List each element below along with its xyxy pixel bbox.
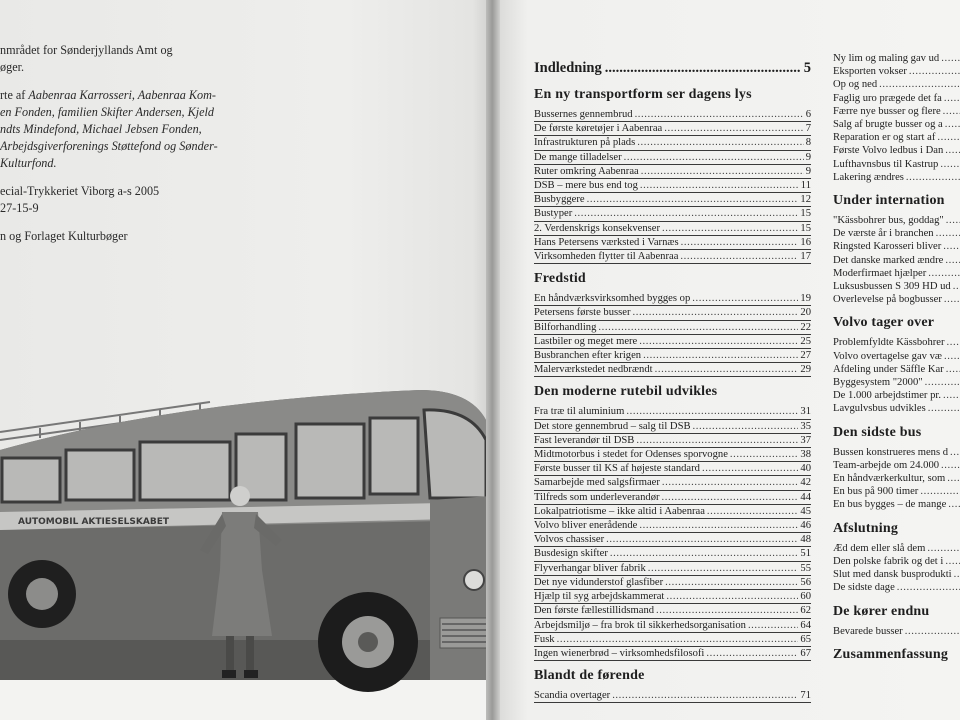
toc-entry (534, 633, 811, 647)
toc-entry-title: Volvo overtagelse gav væ (833, 350, 942, 362)
toc-entry (833, 472, 960, 485)
toc-entry-title: Bussernes gennembrud (534, 109, 633, 120)
toc-entry-page: 19 (800, 293, 811, 305)
toc-leader-dots (944, 293, 960, 306)
toc-entry (833, 293, 960, 306)
toc-entry-title: Færre nye busser og flere (833, 105, 941, 117)
toc-section-title: Zusammenfassung (833, 646, 949, 662)
toc-entry (833, 350, 960, 363)
toc-entry (534, 321, 811, 335)
toc-leader-dots (946, 214, 960, 227)
toc-entry (534, 335, 811, 349)
toc-entry-title: Malerværkstedet nedbrændt (534, 364, 653, 376)
toc-entry (833, 363, 960, 376)
toc-leader-dots (643, 349, 798, 362)
toc-entry (833, 214, 960, 227)
toc-leader-dots (936, 227, 960, 240)
toc-entry-title: De mange tilladelser (534, 151, 622, 163)
toc-entry-title: Afdeling under Säffle Kar (833, 363, 944, 375)
toc-leader-dots (879, 78, 960, 91)
toc-entry-title: Ingen wienerbrød – virksomhedsfilosofi (534, 647, 705, 659)
toc-entry-title: Lufthavnsbus til Kastrup (833, 158, 939, 170)
toc-entry (534, 689, 811, 703)
toc-entry (534, 505, 811, 519)
toc-column-2 (833, 52, 960, 670)
toc-entry-title: Første busser til KS af højeste standard (534, 463, 700, 475)
toc-leader-dots (920, 485, 960, 498)
toc-entry (833, 254, 960, 267)
toc-entry-page: 7 (805, 123, 811, 135)
toc-entry-title: Bevarede busser (833, 625, 903, 637)
toc-entry (534, 405, 811, 419)
right-page (500, 0, 960, 720)
toc-entry-title: Bilforhandling (534, 321, 597, 333)
toc-section-title: En ny transportform ser dagens lys (534, 87, 752, 102)
toc-leader-dots (639, 519, 798, 532)
toc-entry-title: Lokalpatriotisme – ikke altid i Aabenraa (534, 505, 705, 517)
toc-entry (534, 349, 811, 363)
toc-entry-title: En håndværkerkultur, som (833, 473, 946, 485)
toc-leader-dots (656, 604, 798, 617)
toc-entry (534, 151, 811, 165)
toc-entry-title: Op og ned (833, 79, 878, 91)
toc-entry-page: 31 (800, 406, 811, 418)
toc-entry-title: DSB – mere bus end tog (534, 180, 638, 192)
toc-entry (534, 576, 811, 590)
toc-entry (534, 604, 811, 618)
toc-entry-title: De sidste dage (833, 582, 895, 594)
colophon-para-1 (0, 42, 470, 76)
colophon-line: ecial-Trykkeriet Viborg a-s 2005 (0, 184, 160, 198)
toc-entry-page: 67 (800, 647, 811, 659)
toc-leader-dots (941, 52, 960, 65)
toc-entry-page: 15 (800, 222, 811, 234)
toc-entry-page: 16 (800, 236, 811, 248)
toc-entry-page: 12 (800, 194, 811, 206)
toc-entry (534, 363, 811, 377)
toc-entry-title: En bus bygges – de mange (833, 499, 947, 511)
toc-leader-dots (662, 222, 798, 235)
toc-entry (833, 280, 960, 293)
toc-section (833, 424, 960, 512)
toc-entry-page: 42 (800, 477, 811, 489)
toc-entry-title: En bus på 900 timer (833, 486, 919, 498)
toc-entry (833, 105, 960, 118)
toc-section (833, 192, 960, 306)
toc-entry-page: 22 (800, 321, 811, 333)
toc-leader-dots (944, 350, 960, 363)
toc-entry-title: Problemfyldte Kässbohrer (833, 337, 945, 349)
toc-section-title: Den moderne rutebil udvikles (534, 384, 718, 400)
colophon-sponsors: Aabenraa Karrosseri, Aabenraa Kom- (28, 88, 216, 102)
toc-leader-dots (909, 65, 960, 78)
toc-leader-dots (662, 476, 799, 489)
toc-entry-page: 20 (800, 307, 811, 319)
toc-entry-page: 60 (800, 591, 811, 603)
toc-leader-dots (947, 472, 960, 485)
toc-leader-dots (610, 547, 799, 560)
toc-entry-title: Midtmotorbus i stedet for Odenses sporvogne (534, 449, 728, 461)
toc-entry-title: Reparation er og start af (833, 132, 936, 144)
toc-entry-title: "Kässbohrer bus, goddag" (833, 215, 944, 227)
toc-section-title: Afslutning (833, 520, 899, 536)
toc-entry-page: 15 (800, 208, 811, 220)
toc-leader-dots (693, 420, 799, 433)
toc-entry (833, 376, 960, 389)
toc-entry (833, 131, 960, 144)
toc-leader-dots (640, 179, 799, 192)
toc-entry (833, 336, 960, 349)
toc-leader-dots (946, 363, 960, 376)
toc-leader-dots (944, 92, 960, 105)
toc-entry-title: Arbejdsmiljø – fra brok til sikkerhedsorganisation (534, 619, 746, 631)
toc-entry (534, 619, 811, 633)
toc-entry-title: Fra træ til aluminium (534, 406, 625, 418)
colophon-line (0, 87, 470, 104)
colophon-line: Arbejdsgiverforenings Støttefond og Sønder- (0, 139, 218, 153)
toc-leader-dots (707, 505, 798, 518)
toc-entry-page: 64 (800, 619, 811, 631)
toc-entry (833, 498, 960, 511)
toc-section (833, 646, 960, 664)
toc-entry (534, 306, 811, 320)
colophon (0, 42, 470, 256)
toc-leader-dots (950, 446, 960, 459)
toc-entry-title: Virksomheden flytter til Aabenraa (534, 251, 679, 263)
toc-entry-page: 9 (805, 151, 811, 163)
toc-leader-dots (637, 136, 804, 149)
toc-section-title: Fredstid (534, 271, 586, 287)
toc-entry (534, 519, 811, 533)
toc-entry (534, 491, 811, 505)
colophon-line: ndts Mindefond, Michael Jebsen Fonden, (0, 122, 202, 136)
colophon-para-4 (0, 228, 470, 245)
bus-wheel-rear (8, 560, 76, 628)
toc-section (534, 383, 811, 661)
toc-entry (534, 533, 811, 547)
toc-entry-page: 62 (800, 605, 811, 617)
toc-leader-dots (606, 533, 798, 546)
toc-entry-title: Flyverhangar bliver fabrik (534, 562, 646, 574)
toc-leader-dots (927, 542, 960, 555)
toc-entry-page: 29 (800, 364, 811, 376)
colophon-line: øger. (0, 60, 25, 74)
toc-col2-sections (833, 52, 960, 664)
toc-section-title: De kører endnu (833, 603, 930, 619)
toc-leader-dots (945, 144, 960, 157)
toc-leader-dots (730, 448, 799, 461)
toc-entry-title: De værste år i branchen (833, 228, 934, 240)
toc-entry (833, 581, 960, 594)
toc-section-title: Blandt de førende (534, 668, 645, 684)
toc-entry (833, 459, 960, 472)
toc-entry-title: De 1.000 arbejdstimer pr. (833, 390, 941, 402)
toc-entry-title: Det store gennembrud – salg til DSB (534, 420, 691, 432)
toc-leader-dots (680, 250, 798, 263)
colophon-para-2 (0, 87, 470, 172)
toc-entry (833, 65, 960, 78)
toc-entry-title: Tilfreds som underleverandør (534, 491, 660, 503)
toc-entry-title: Byggesystem "2000" (833, 377, 923, 389)
toc-entry (833, 52, 960, 65)
toc-entry-page: 38 (800, 449, 811, 461)
toc-entry-title: Volvos chassiser (534, 534, 605, 546)
book-gutter (486, 0, 500, 720)
toc-entry (833, 171, 960, 184)
toc-leader-dots (748, 619, 798, 632)
toc-leader-dots (635, 108, 804, 121)
toc-entry (833, 446, 960, 459)
toc-entry (534, 420, 811, 434)
toc-entry-title: Volvo bliver enerådende (534, 520, 638, 532)
toc-entry (534, 122, 811, 136)
toc-entry (534, 647, 811, 661)
toc-leader-dots (612, 689, 798, 702)
bus-side-text: AUTOMOBIL AKTIESELSKABET (18, 517, 169, 527)
colophon-line: Kulturfond. (0, 156, 57, 170)
toc-entry (833, 158, 960, 171)
toc-entry-page: 46 (800, 520, 811, 532)
toc-section (534, 667, 811, 703)
toc-leader-dots (639, 335, 798, 348)
toc-entry-title: Lastbiler og meget mere (534, 335, 638, 347)
toc-entry-title: Samarbejde med salgsfirmaer (534, 477, 660, 489)
toc-leader-dots (648, 562, 799, 575)
colophon-para-3 (0, 183, 470, 217)
toc-entry-page: 56 (800, 576, 811, 588)
toc-entry-title: De første køretøjer i Aabenraa (534, 123, 663, 135)
colophon-prefix: rte af (0, 88, 29, 102)
toc-entry (534, 462, 811, 476)
toc-leader-dots (626, 405, 798, 418)
toc-entry-page: 8 (805, 137, 811, 149)
toc-entry (534, 193, 811, 207)
toc-entry (833, 542, 960, 555)
toc-entry (534, 476, 811, 490)
toc-entry (534, 292, 811, 306)
toc-leader-dots (953, 280, 960, 293)
toc-entry-title: Ringsted Karosseri bliver (833, 241, 942, 253)
toc-entry-title: Faglig uro prægede det fa (833, 92, 942, 104)
toc-entry-page: 55 (800, 562, 811, 574)
toc-entry (833, 267, 960, 280)
toc-entry (534, 108, 811, 122)
toc-leader-dots (947, 336, 960, 349)
toc-leader-dots (905, 625, 960, 638)
toc-entry-title: Fusk (534, 633, 555, 645)
toc-leader-dots (681, 236, 799, 249)
toc-entry-title: Moderfirmaet hjælper (833, 267, 927, 279)
bus-photo (0, 380, 492, 720)
toc-col1-sections (534, 86, 811, 703)
toc-intro-title: Indledning (534, 60, 602, 76)
colophon-line: n og Forlaget Kulturbøger (0, 229, 128, 243)
toc-entry-page: 35 (800, 420, 811, 432)
toc-entry-title: Den første fællestillidsmand (534, 605, 655, 617)
toc-entry-page: 65 (800, 633, 811, 645)
toc-entry (833, 568, 960, 581)
toc-intro-page: 5 (803, 60, 811, 76)
toc-leader-dots (940, 158, 960, 171)
toc-leader-dots (945, 555, 960, 568)
toc-entry-page: 37 (800, 434, 811, 446)
toc-leader-dots (598, 321, 798, 334)
toc-entry-page: 17 (800, 251, 811, 263)
toc-section (833, 52, 960, 184)
toc-leader-dots (605, 58, 801, 78)
toc-entry-page: 25 (800, 335, 811, 347)
toc-leader-dots (945, 118, 960, 131)
toc-leader-dots (943, 389, 960, 402)
toc-entry-title: Eksporten vokser (833, 66, 907, 78)
toc-leader-dots (928, 267, 960, 280)
toc-entry-title: Ruter omkring Aabenraa (534, 165, 639, 177)
toc-entry-title: Overlevelse på bogbusser (833, 294, 942, 306)
toc-entry-page: 6 (805, 109, 811, 120)
toc-entry-title: Det nye vidunderstof glasfiber (534, 576, 664, 588)
toc-entry-title: 2. Verdenskrigs konsekvenser (534, 222, 661, 234)
toc-entry-title: Ny lim og maling gav ud (833, 53, 940, 64)
toc-leader-dots (897, 581, 960, 594)
toc-entry-title: Petersens første busser (534, 307, 631, 319)
toc-leader-dots (702, 462, 798, 475)
colophon-line: 27-15-9 (0, 201, 39, 215)
toc-section-title: Den sidste bus (833, 424, 922, 440)
toc-entry (534, 562, 811, 576)
toc-entry-title: Team-arbejde om 24.000 (833, 459, 940, 471)
toc-entry (833, 625, 960, 638)
toc-entry (534, 165, 811, 179)
toc-column-1 (534, 58, 811, 709)
toc-leader-dots (928, 402, 960, 415)
toc-leader-dots (943, 240, 960, 253)
toc-leader-dots (941, 459, 960, 472)
toc-entry-title: Luksusbussen S 309 HD ud (833, 281, 951, 293)
toc-section-title: Under internation (833, 193, 945, 209)
toc-entry-title: Busbranchen efter krigen (534, 350, 642, 362)
toc-leader-dots (666, 590, 798, 603)
toc-entry-title: Den polske fabrik og det i (833, 555, 944, 567)
toc-entry-page: 48 (800, 534, 811, 546)
toc-entry-page: 45 (800, 505, 811, 517)
toc-entry-page: 40 (800, 463, 811, 475)
toc-entry (833, 227, 960, 240)
toc-leader-dots (945, 254, 960, 267)
toc-entry (833, 389, 960, 402)
toc-leader-dots (943, 105, 960, 118)
toc-entry-title: Fast leverandør til DSB (534, 434, 635, 446)
toc-entry-title: Lavgulvsbus udvikles (833, 403, 926, 415)
toc-entry-title: Infrastrukturen på plads (534, 137, 636, 149)
toc-entry (534, 434, 811, 448)
toc-section (534, 86, 811, 264)
toc-leader-dots (633, 306, 799, 319)
toc-entry (534, 590, 811, 604)
toc-leader-dots (641, 165, 804, 178)
toc-leader-dots (655, 363, 799, 376)
toc-leader-dots (937, 131, 960, 144)
toc-leader-dots (692, 292, 798, 305)
toc-entry (534, 136, 811, 150)
toc-entry-title: Slut med dansk busprodukti (833, 569, 952, 581)
toc-section-title: Volvo tager over (833, 315, 935, 331)
toc-intro (534, 58, 811, 78)
toc-entry (534, 222, 811, 236)
toc-entry-title: Busdesign skifter (534, 548, 608, 560)
toc-leader-dots (664, 122, 803, 135)
toc-entry-title: En håndværksvirksomhed bygges op (534, 293, 691, 305)
toc-entry-page: 71 (800, 690, 811, 702)
toc-entry-page: 51 (800, 548, 811, 560)
toc-section (534, 270, 811, 377)
toc-leader-dots (587, 193, 799, 206)
toc-entry (534, 250, 811, 264)
toc-section (833, 603, 960, 638)
colophon-line: en Fonden, familien Skifter Andersen, Kjeld (0, 105, 215, 119)
toc-entry (833, 92, 960, 105)
bus-wheel-front (318, 592, 418, 692)
toc-entry (534, 547, 811, 561)
toc-entry-page: 9 (805, 165, 811, 177)
toc-section (833, 314, 960, 415)
toc-entry-title: Lakering ændres (833, 171, 904, 183)
toc-entry-title: Bustyper (534, 208, 573, 220)
toc-entry-title: Det danske marked ændre (833, 254, 944, 266)
toc-entry (534, 207, 811, 221)
toc-leader-dots (906, 171, 960, 184)
toc-entry-title: Scandia overtager (534, 690, 611, 702)
toc-entry (833, 240, 960, 253)
toc-entry (833, 485, 960, 498)
toc-section (833, 520, 960, 595)
toc-leader-dots (624, 151, 804, 164)
toc-entry-title: Æd dem eller slå dem (833, 542, 926, 554)
toc-entry (833, 144, 960, 157)
toc-entry-title: Busbyggere (534, 194, 585, 206)
toc-leader-dots (662, 491, 799, 504)
toc-leader-dots (557, 633, 799, 646)
toc-leader-dots (925, 376, 960, 389)
toc-entry-title: Første Volvo ledbus i Dan (833, 145, 944, 157)
toc-entry (833, 555, 960, 568)
toc-leader-dots (706, 647, 798, 660)
toc-entry-title: Salg af brugte busser og a (833, 119, 943, 131)
toc-entry-page: 27 (800, 350, 811, 362)
toc-entry-title: Hjælp til syg arbejdskammerat (534, 591, 665, 603)
toc-entry (534, 448, 811, 462)
toc-leader-dots (636, 434, 798, 447)
toc-leader-dots (665, 576, 798, 589)
toc-entry-title: Hans Petersens værksted i Varnæs (534, 236, 679, 248)
toc-entry (833, 402, 960, 415)
toc-entry (833, 78, 960, 91)
toc-entry (534, 236, 811, 250)
toc-leader-dots (954, 568, 960, 581)
toc-entry (833, 118, 960, 131)
toc-leader-dots (948, 498, 960, 511)
toc-entry (534, 179, 811, 193)
toc-entry-page: 44 (800, 491, 811, 503)
toc-entry-title: Bussen konstrueres mens d (833, 446, 949, 458)
toc-leader-dots (574, 207, 798, 220)
colophon-line: nmrådet for Sønderjyllands Amt og (0, 43, 173, 57)
toc-entry-page: 11 (800, 180, 811, 192)
